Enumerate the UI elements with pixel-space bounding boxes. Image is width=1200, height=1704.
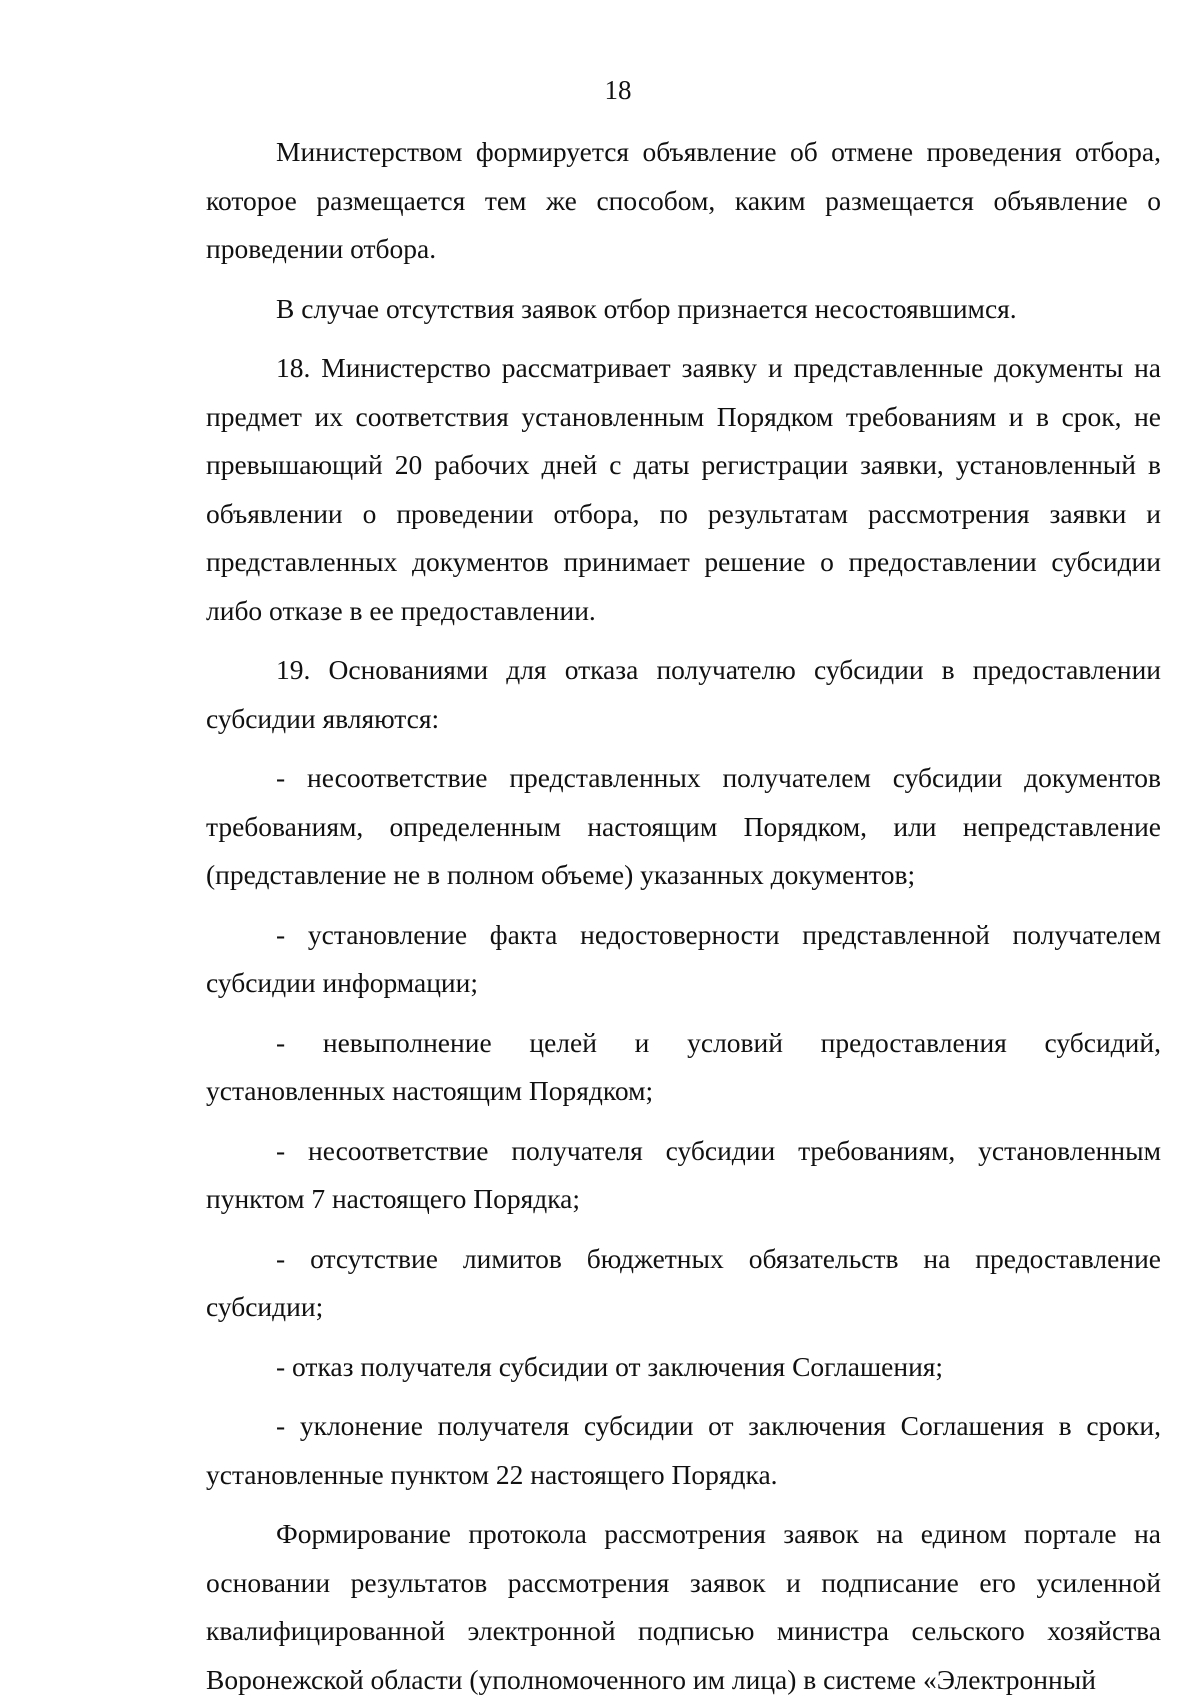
list-item-documents-mismatch: - несоответствие представленных получателем субсидии документов требованиям, определенным настоящим Порядком, или непредставление (представление не в полном объеме) указанных документов;	[206, 762, 1161, 890]
paragraph-no-applications: В случае отсутствия заявок отбор признается несостоявшимся.	[276, 292, 1017, 324]
paragraph-item-18: 18. Министерство рассматривает заявку и представленные документы на предмет их соответствия установленным Порядком требованиям и в срок, не превышающий 20 рабочих дней с даты регистрации заявки, установленный в объявлении о проведении отбора, по результатам рассмотрения заявки и представленных документов принимает решение о предоставлении субсидии либо отказе в ее предоставлении.	[206, 352, 1161, 626]
page-number: 18	[604, 75, 632, 105]
paragraph-cancel-announcement: Министерством формируется объявление об отмене проведения отбора, которое размещается тем же способом, каким размещается объявление о проведении отбора.	[206, 136, 1161, 264]
list-item-goals-not-met: - невыполнение целей и условий предоставления субсидий, установленных настоящим Порядком;	[206, 1026, 1161, 1106]
paragraph-protocol-formation: Формирование протокола рассмотрения заявок на едином портале на основании результатов рассмотрения заявок и подписание его усиленной квалифицированной электронной подписью министра сельского хозяйства Воронежской области (уполномоченного им лица) в системе «Электронный	[206, 1518, 1161, 1695]
document-body	[206, 128, 1161, 1704]
list-item-recipient-mismatch: - несоответствие получателя субсидии требованиям, установленным пунктом 7 настоящего Порядка;	[206, 1134, 1161, 1214]
list-item-no-budget-limits: - отсутствие лимитов бюджетных обязательств на предоставление субсидии;	[206, 1242, 1161, 1322]
list-item-false-information: - установление факта недостоверности представленной получателем субсидии информации;	[206, 918, 1161, 998]
list-item-agreement-refusal: - отказ получателя субсидии от заключения Соглашения;	[276, 1350, 944, 1382]
paragraph-item-19: 19. Основаниями для отказа получателю субсидии в предоставлении субсидии являются:	[206, 654, 1161, 734]
list-item-agreement-evasion: - уклонение получателя субсидии от заключения Соглашения в сроки, установленные пунктом 22 настоящего Порядка.	[206, 1410, 1161, 1490]
